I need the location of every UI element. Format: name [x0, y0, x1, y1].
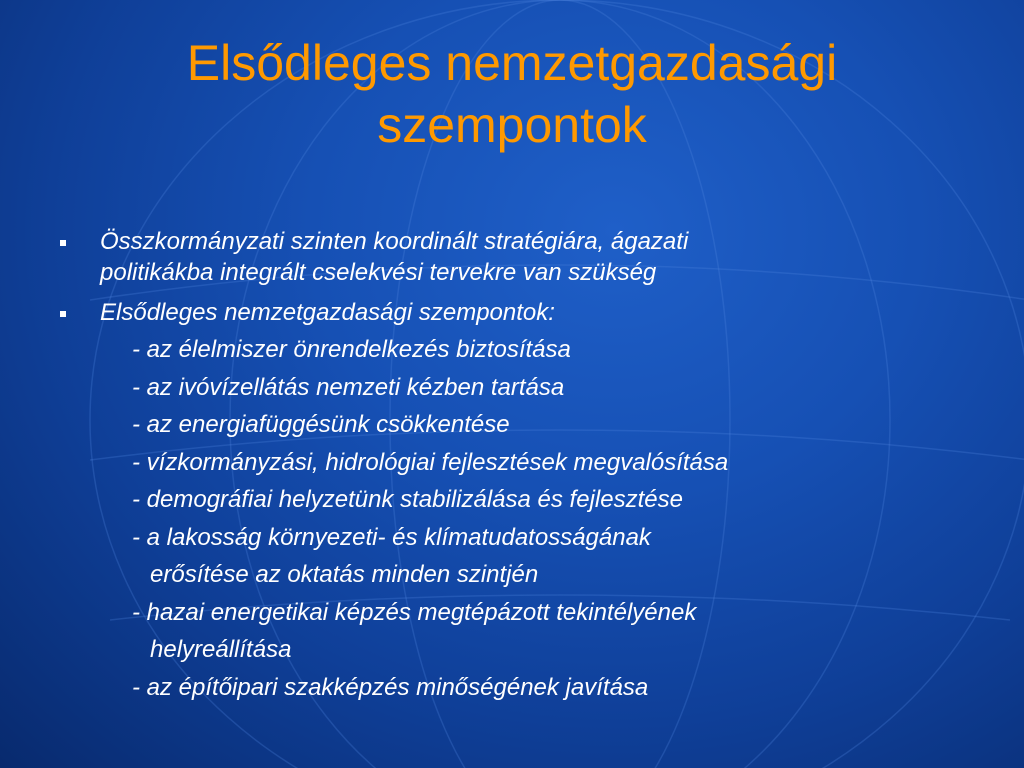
square-bullet-icon [60, 311, 66, 317]
slide-body [58, 226, 988, 706]
sub-item: - hazai energetikai képzés megtépázott tekintélyének [132, 598, 697, 626]
slide-title [0, 32, 1024, 156]
sub-item: - az ivóvízellátás nemzeti kézben tartása [132, 373, 565, 401]
slide-title-line-1: Elsődleges nemzetgazdasági [186, 35, 838, 91]
bullet-text-line: Összkormányzati szinten koordinált stratégiára, ágazati [100, 228, 689, 255]
sub-item: - a lakosság környezeti- és klímatudatosságának [132, 523, 651, 551]
sub-item: - demográfiai helyzetünk stabilizálása és fejlesztése [132, 486, 683, 513]
sub-item: - az építőipari szakképzés minőségének javítása [132, 673, 649, 701]
bullet-text-line: politikákba integrált cselekvési tervekre van szükség [100, 259, 657, 286]
bullet-item [58, 226, 988, 288]
bullet-text-line: Elsődleges nemzetgazdasági szempontok: [100, 299, 555, 326]
slide-title-line-2: szempontok [377, 97, 647, 153]
square-bullet-icon [60, 240, 66, 246]
sub-item: - vízkormányzási, hidrológiai fejlesztések megvalósítása [132, 448, 729, 476]
sub-item-continuation: erősítése az oktatás minden szintjén [150, 561, 539, 588]
sub-item: - az energiafüggésünk csökkentése [132, 411, 510, 438]
sub-item: - az élelmiszer önrendelkezés biztosítása [132, 336, 571, 363]
sub-item-continuation: helyreállítása [150, 636, 292, 663]
bullet-item [58, 297, 988, 328]
